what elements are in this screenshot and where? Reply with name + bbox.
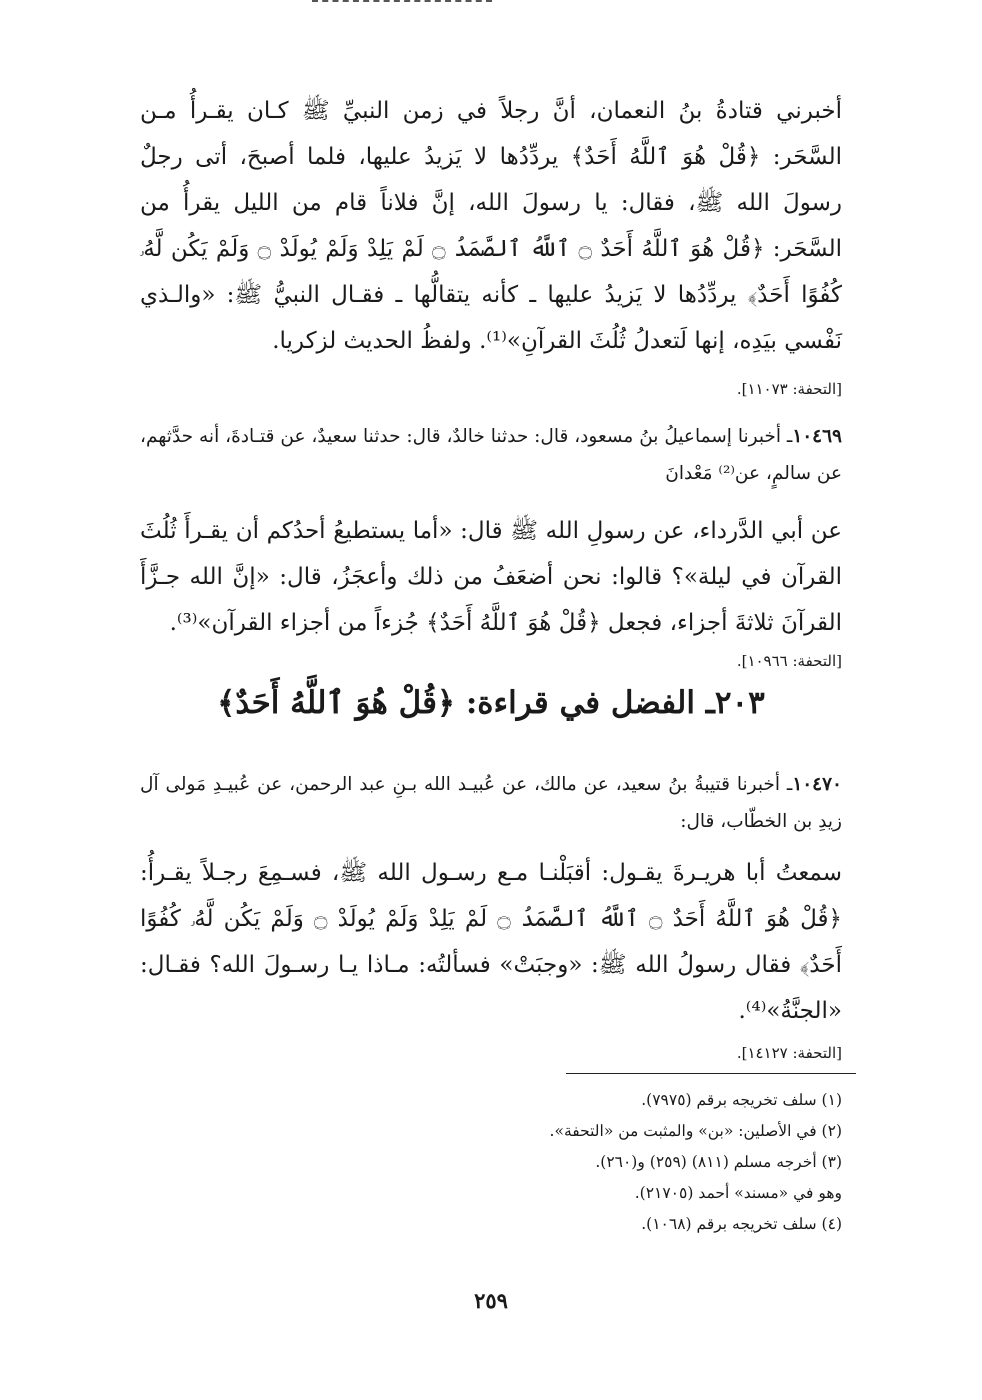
- hadith-paragraph-1: [140, 88, 842, 364]
- tuhfa-reference-2: [التحفة: ١٠٩٦٦].: [736, 652, 842, 670]
- hadith-paragraph-3: [140, 508, 842, 646]
- isnad-text: ـ أخبرنا قتيبةُ بنُ سعيد، عن مالك، عن عُبيـد الله بـنِ عبد الرحمن، عن عُبيـدِ مَولى آل زيدِ بن الخطّاب، قال:: [140, 774, 842, 832]
- footnote-3: (٣) أخرجه مسلم (٨١١) (٢٥٩) و(٢٦٠).: [595, 1153, 842, 1171]
- paragraph-text: أخبرني قتادةُ بنُ النعمان، أنَّ رجلاً في زمن النبيِّ ﷺ كـان يقـرأُ مـن السَّحَر: ﴿قُلْ هُوَ ٱللَّهُ أَحَدٌ﴾ يردِّدُها لا يَزيدُ عليها، فلما أصبحَ، أتى رجلٌ رسولَ الله ﷺ، فقال: يا رسولَ الله، إنَّ فلاناً قام من الليل يقرأُ من السَّحَر: ﴿قُلْ هُوَ ٱللَّهُ أَحَدٌ ۝ ٱللَّهُ ٱلصَّمَدُ ۝ لَمْ يَلِدْ وَلَمْ يُولَدْ ۝ وَلَمْ يَكُن لَّهُۥ كُفُوًا أَحَدٌ﴾ يردِّدُها لا يَزيدُ عليها ـ كأنه يتقالُّها ـ فقـال النبيُّ ﷺ: «والـذي نَفْسي بيَدِه، إنها لَتعدلُ ثُلُثَ القرآنِ»⁽¹⁾. ولفظُ الحديث لزكريا.: [140, 98, 842, 354]
- paragraph-text: عن أبي الدَّرداء، عن رسولِ الله ﷺ قال: «أما يستطيعُ أحدُكم أن يقـرأَ ثُلُثَ القرآن في ليلة»؟ قالوا: نحن أضعَفُ من ذلك وأعجَزُ، قال: «إنَّ الله جـزَّأَ القرآنَ ثلاثةَ أجزاء، فجعل ﴿قُلْ هُوَ ٱللَّهُ أَحَدٌ﴾ جُزءاً من أجزاء القرآن»⁽³⁾.: [140, 518, 842, 636]
- hadith-isnad-10470: [140, 766, 842, 840]
- section-heading: ٢٠٣ـ الفضل في قراءة: ﴿قُلْ هُوَ ٱللَّهُ أَحَدٌ﴾: [217, 685, 765, 721]
- page-number: ٢٥٩: [474, 1288, 508, 1313]
- paragraph-text: سمعتُ أبا هريـرةَ يقـول: أقبَلْنـا مـع رسـول الله ﷺ، فسـمِعَ رجـلاً يقـرأُ: ﴿قُلْ هُوَ ٱللَّهُ أَحَدٌ ۝ ٱللَّهُ ٱلصَّمَدُ ۝ لَمْ يَلِدْ وَلَمْ يُولَدْ ۝ وَلَمْ يَكُن لَّهُۥ كُفُوًا أَحَدٌ﴾ فقال رسولُ الله ﷺ: «وجبَتْ» فسألتُه: مـاذا يـا رسـولَ الله؟ فقـال: «الجنَّةُ»⁽⁴⁾.: [140, 860, 842, 1024]
- tuhfa-reference-3: [التحفة: ١٤١٢٧].: [736, 1044, 842, 1062]
- hadith-number: ١٠٤٦٩: [792, 426, 842, 447]
- footnote-1: (١) سلف تخريجه برقم (٧٩٧٥).: [641, 1091, 842, 1109]
- top-decorative-rule: [312, 0, 492, 8]
- footnote-4: (٤) سلف تخريجه برقم (١٠٦٨).: [641, 1215, 842, 1233]
- hadith-paragraph-5: [140, 850, 842, 1034]
- footnote-2: (٢) في الأصلين: «بن» والمثبت من «التحفة».: [549, 1122, 842, 1140]
- hadith-number: ١٠٤٧٠: [792, 774, 842, 795]
- footnote-3-continued: وهو في «مسند» أحمد (٢١٧٠٥).: [634, 1184, 842, 1202]
- footnotes: [462, 1085, 842, 1240]
- hadith-isnad-10469: [140, 418, 842, 492]
- isnad-text: ـ أخبرنا إسماعيلُ بنُ مسعود، قال: حدثنا خالدٌ، قال: حدثنا سعيدٌ، عن قتـادةَ، أنه حدَّثهم، عن سالمٍ، عن⁽²⁾ مَعْدانَ: [140, 426, 842, 484]
- tuhfa-reference-1: [التحفة: ١١٠٧٣].: [736, 380, 842, 398]
- footnote-separator: [566, 1073, 856, 1074]
